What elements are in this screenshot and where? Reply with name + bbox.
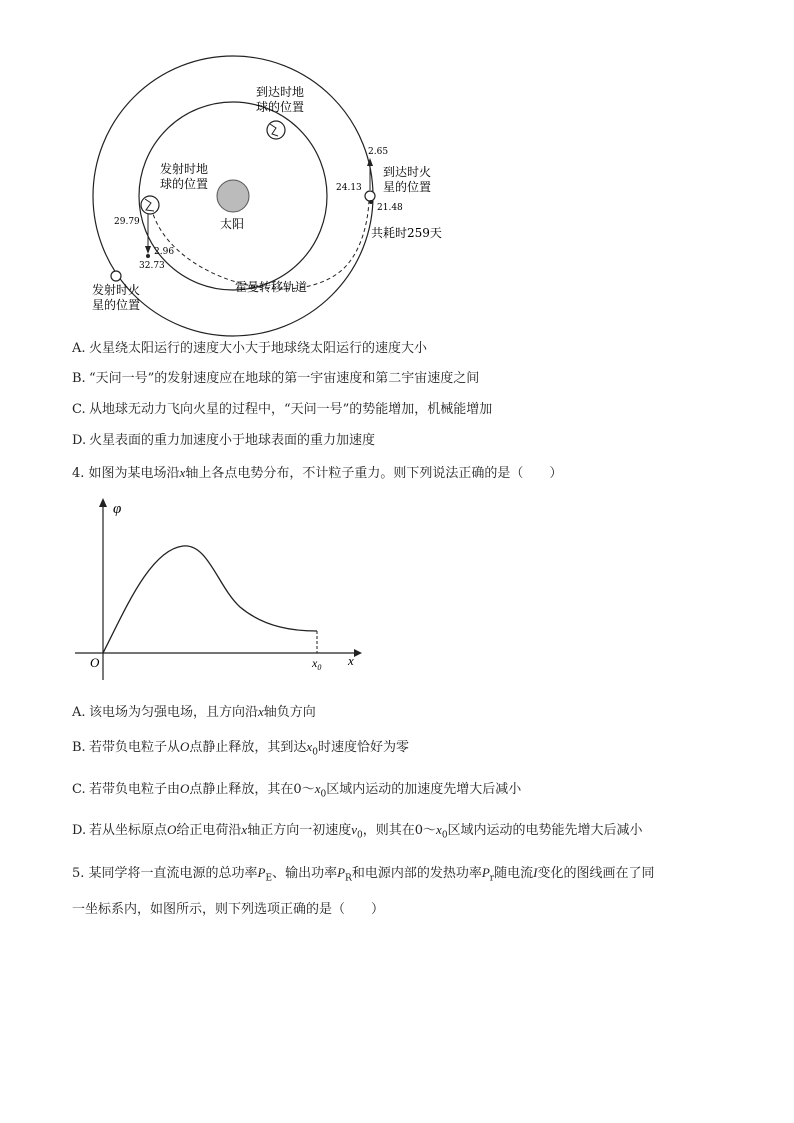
q4-option-b-t3: 时速度恰好为零	[317, 740, 409, 755]
q4-option-d	[72, 821, 643, 845]
q3-option-a-letter: A.	[72, 341, 86, 356]
dot-32-73	[146, 254, 150, 258]
mars-arrive-label-2: 星的位置	[383, 180, 432, 194]
q4-option-d-x: x	[241, 822, 248, 837]
mars-arrive-label-1: 到达时火	[383, 165, 432, 179]
q5-p3-sub: r	[489, 873, 495, 884]
x0-label	[311, 656, 321, 672]
q4-option-c-letter: C.	[72, 782, 86, 797]
q3-option-c	[72, 401, 492, 419]
q4-option-d-o: O	[167, 822, 177, 837]
q4-option-a-t1: 该电场为匀强电场，且方向沿	[89, 705, 259, 720]
potential-curve	[103, 546, 317, 653]
q4-option-c-t1: 若带负电粒子由	[89, 782, 181, 797]
velocity-21-48: 21.48	[377, 203, 403, 213]
q4-option-a-x: x	[258, 704, 264, 719]
q5-t5: 变化的图线画在了同	[537, 866, 655, 881]
q3-option-a-text: 火星绕太阳运行的速度大小大于地球绕太阳运行的速度大小	[89, 341, 428, 356]
q5-p2: P	[337, 865, 346, 880]
orbit-diagram	[80, 50, 442, 320]
q3-option-b-letter: B.	[72, 371, 86, 386]
velocity-32-73: 32.73	[139, 261, 165, 271]
mars-launch	[111, 271, 121, 281]
q5-p1: P	[257, 865, 266, 880]
mars-launch-label-1: 发射时火	[92, 283, 141, 297]
q4-option-d-t3: 轴正方向一初速度	[247, 823, 352, 838]
earth-arrive	[267, 121, 285, 139]
q4-option-a	[72, 703, 316, 722]
q4-option-b-sub: 0	[312, 747, 318, 758]
q4-option-c-sub: 0	[320, 789, 327, 800]
dot-21-48	[369, 200, 373, 204]
q5-t4: 随电流	[494, 866, 534, 881]
earth-launch-label-1: 发射时地	[160, 162, 209, 176]
q5-t1: 5. 某同学将一直流电源的总功率	[72, 866, 258, 881]
q3-option-d-letter: D.	[72, 433, 87, 448]
phi-axis-arrow	[99, 498, 107, 507]
sun-label: 太阳	[220, 217, 245, 231]
q4-stem-pre: 4. 如图为某电场沿	[72, 466, 180, 481]
q3-option-c-text: 从地球无动力飞向火星的过程中，“天问一号”的势能增加，机械能增加	[89, 402, 493, 417]
q4-option-d-vsub: 0	[357, 830, 363, 841]
q4-option-d-range: 0～	[414, 823, 437, 838]
q5-line2: 一坐标系内，如图所示，则下列选项正确的是（ ）	[72, 902, 385, 917]
q4-option-d-t2: 给正电荷沿	[176, 823, 242, 838]
q4-option-c-x: x	[314, 781, 321, 796]
x0-label-sub: 0	[317, 663, 322, 672]
q5-stem-line2	[72, 901, 384, 919]
q4-option-b	[72, 738, 409, 762]
mars-arrive	[365, 191, 375, 201]
total-time-label: 共耗时259天	[371, 226, 442, 240]
q4-stem-x: x	[179, 465, 186, 480]
q4-stem-post: 轴上各点电势分布，不计粒子重力。则下列说法正确的是（ ）	[185, 466, 563, 481]
q5-p1-sub: E	[265, 873, 273, 884]
q3-option-d-text: 火星表面的重力加速度小于地球表面的重力加速度	[89, 433, 376, 448]
sun	[217, 180, 249, 212]
q5-i: I	[533, 865, 538, 880]
earth-launch-label-2: 球的位置	[160, 177, 209, 191]
velocity-2-96: 2.96	[154, 247, 175, 257]
q4-option-d-t1: 若从坐标原点	[89, 823, 168, 838]
mars-launch-label-2: 星的位置	[92, 298, 141, 312]
q3-option-b-text: “天问一号”的发射速度应在地球的第一宇宙速度和第二宇宙速度之间	[89, 371, 480, 386]
x0-label-x: x	[312, 656, 318, 670]
q4-option-b-t2: 点静止释放，其到达	[189, 740, 307, 755]
q4-option-d-x2: x	[436, 822, 442, 837]
q4-option-d-t4: ，则其在	[362, 823, 415, 838]
earth-arrive-label-1: 到达时地	[256, 85, 305, 99]
q3-option-a	[72, 340, 427, 358]
q5-p3: P	[481, 865, 490, 880]
origin-label: O	[90, 655, 100, 670]
hohmann-label: 霍曼转移轨道	[235, 280, 308, 294]
q4-option-c-o: O	[180, 781, 190, 796]
q3-option-d	[72, 432, 375, 450]
x-axis-label: x	[348, 653, 354, 668]
q4-option-c	[72, 780, 521, 804]
q4-option-d-sub2: 0	[441, 830, 448, 841]
q4-option-c-range: 0～	[293, 782, 315, 797]
q4-option-c-t3: 区域内运动的加速度先增大后减小	[326, 782, 522, 797]
velocity-24-13: 24.13	[336, 183, 362, 193]
q4-option-a-letter: A.	[72, 705, 86, 720]
q5-t2: 、输出功率	[272, 866, 338, 881]
phi-label: φ	[113, 501, 122, 517]
q4-option-b-t1: 若带负电粒子从	[89, 740, 181, 755]
q4-option-d-v: v	[351, 822, 357, 837]
q4-option-a-t2: 轴负方向	[263, 705, 316, 720]
x-axis-arrow	[354, 649, 362, 657]
potential-graph	[70, 495, 370, 690]
q5-t3: 和电源内部的发热功率	[351, 866, 482, 881]
q4-option-b-x: x	[306, 739, 313, 754]
q3-option-b	[72, 370, 479, 388]
q3-option-c-letter: C.	[72, 402, 86, 417]
q4-option-b-o: O	[180, 739, 190, 754]
launch-arrow-head	[145, 246, 151, 254]
q5-stem-line1	[72, 864, 654, 888]
q4-option-d-letter: D.	[72, 823, 87, 838]
q4-option-b-letter: B.	[72, 740, 86, 755]
velocity-29-79: 29.79	[114, 217, 140, 227]
q4-option-d-t5: 区域内运动的电势能先增大后减小	[447, 823, 643, 838]
q4-stem	[72, 464, 562, 483]
q5-p2-sub: R	[345, 873, 352, 884]
earth-arrive-label-2: 球的位置	[256, 100, 305, 114]
q4-option-c-t2: 点静止释放，其在	[189, 782, 294, 797]
velocity-2-65: 2.65	[368, 147, 389, 157]
